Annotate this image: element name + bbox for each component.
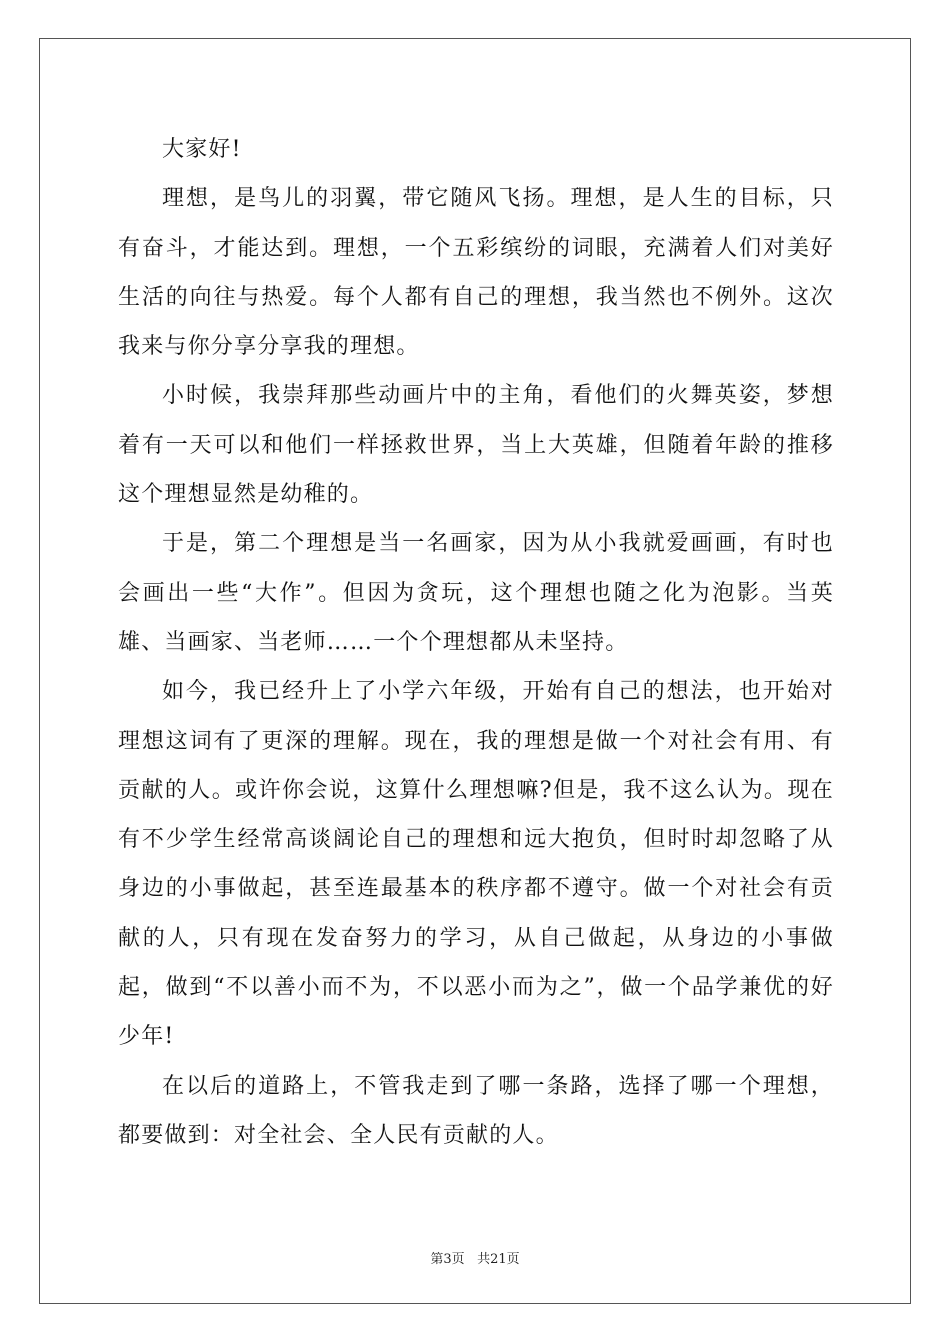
paragraph-greeting: 大家好! [162, 137, 242, 162]
paragraph-3: 于是，第二个理想是当一名画家，因为从小我就爱画画，有时也会画出一些“大作”。但因为贪玩，这个理想也随之化为泡影。当英雄、当画家、当老师……一个个理想都从未坚持。 [118, 531, 834, 655]
paragraph-5: 在以后的道路上，不管我走到了哪一条路，选择了哪一个理想，都要做到：对全社会、全人民有贡献的人。 [118, 1073, 834, 1148]
footer-spacer [465, 1252, 477, 1267]
paragraph-4: 如今，我已经升上了小学六年级，开始有自己的想法，也开始对理想这词有了更深的理解。现在，我的理想是做一个对社会有用、有贡献的人。或许你会说，这算什么理想嘛?但是，我不这么认为。现在有不少学生经常高谈阔论自己的理想和远大抱负，但时时却忽略了从身边的小事做起，甚至连最基本的秩序都不遵守。做一个对社会有贡献的人，只有现在发奋努力的学习，从自己做起，从身边的小事做起，做到“不以善小而不为，不以恶小而为之”，做一个品学兼优的好少年! [118, 679, 834, 1050]
paragraph-2: 小时候，我崇拜那些动画片中的主角，看他们的火舞英姿，梦想着有一天可以和他们一样拯救世界，当上大英雄，但随着年龄的推移这个理想显然是幼稚的。 [118, 383, 834, 508]
page-number: 第3页 [430, 1252, 465, 1267]
paragraph-1: 理想，是鸟儿的羽翼，带它随风飞扬。理想，是人生的目标，只有奋斗，才能达到。理想，一个五彩缤纷的词眼，充满着人们对美好生活的向往与热爱。每个人都有自己的理想，我当然也不例外。这次我来与你分享分享我的理想。 [118, 186, 834, 360]
page-footer [0, 1248, 950, 1267]
page-total: 共21页 [477, 1252, 520, 1267]
document-body [118, 125, 834, 1160]
